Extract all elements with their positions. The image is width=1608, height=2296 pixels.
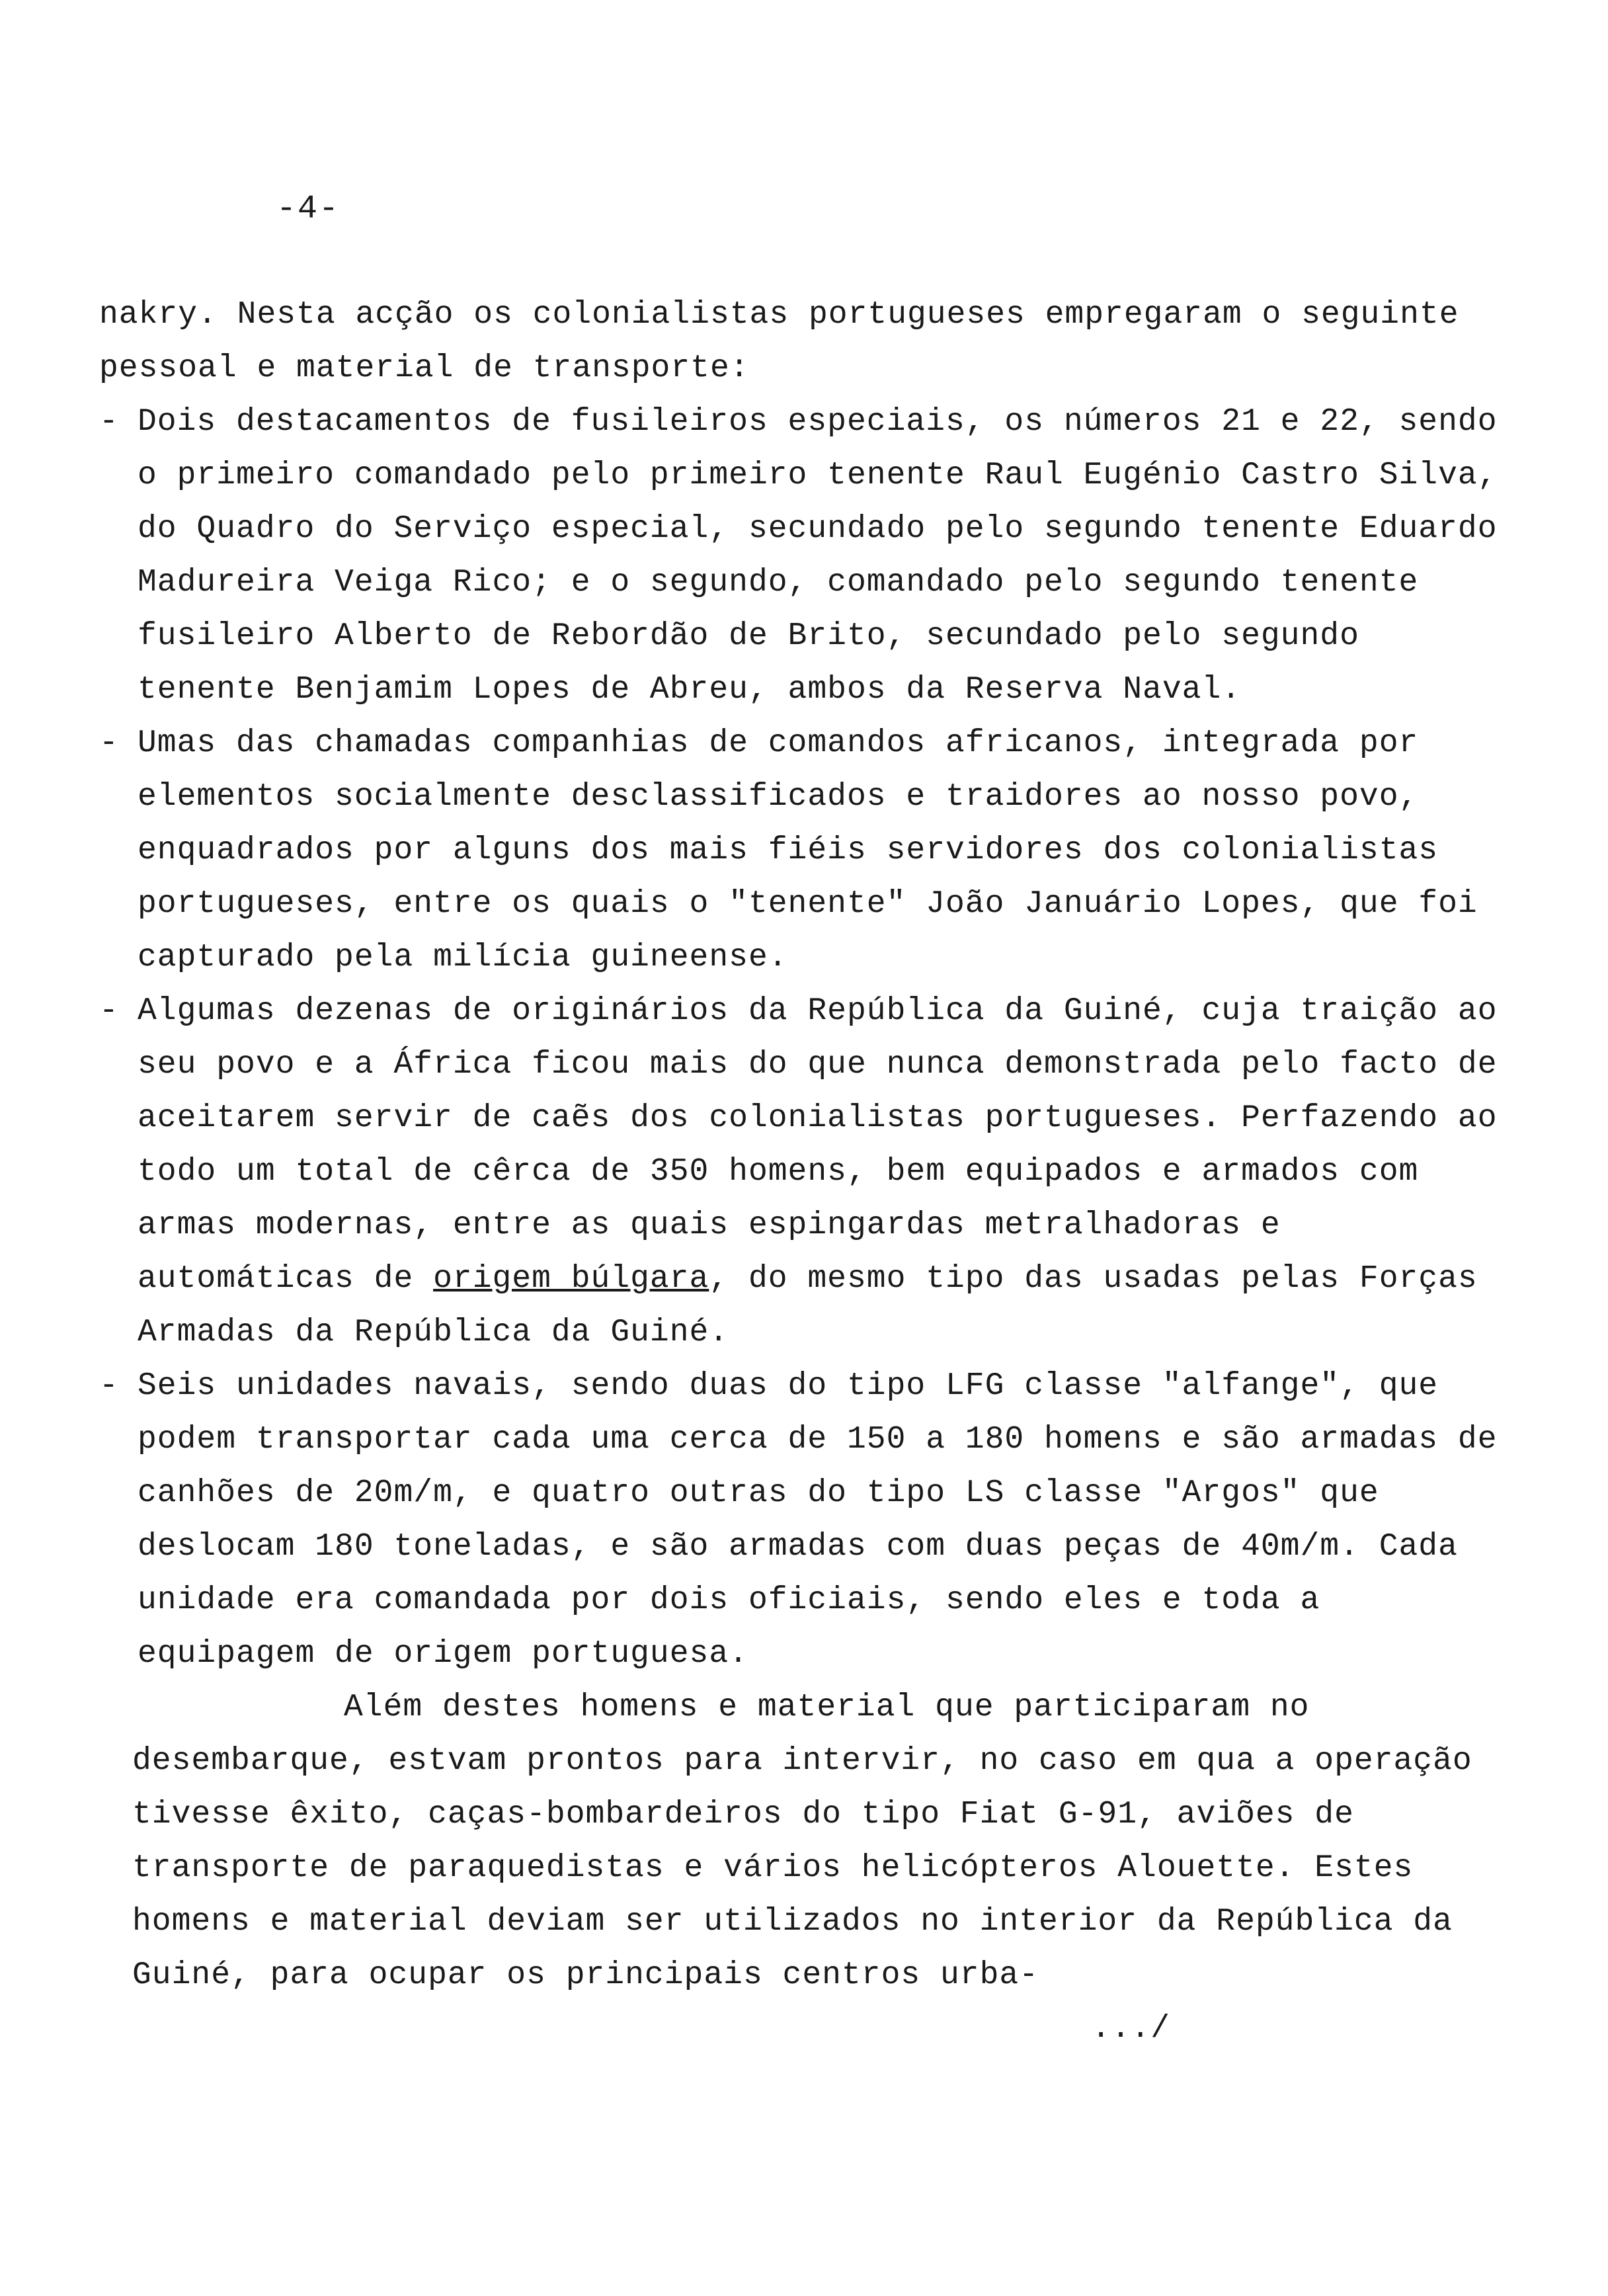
list-item — [99, 985, 1501, 1360]
list-item-text: Dois destacamentos de fusileiros especiais, os números 21 e 22, sendo o primeiro comandado pelo primeiro tenente Raul Eugénio Castro Silva, do Quadro do Serviço especial, secundado pelo segundo tenente Eduardo Madureira Veiga Rico; e o segundo, comandado pelo segundo tenente fusileiro Alberto de Rebordão de Brito, secundado pelo segundo tenente Benjamim Lopes de Abreu, ambos da Reserva Naval. — [138, 404, 1498, 708]
list-item — [99, 1360, 1501, 1681]
list-item-text — [138, 985, 1501, 1360]
list-item — [99, 717, 1501, 985]
page-number: -4- — [276, 190, 341, 228]
list-item-text-end: , do mesmo tipo das usadas pelas Forças Armadas da República da Guiné. — [138, 1261, 1478, 1350]
continuation-mark: .../ — [1091, 2011, 1170, 2047]
intro-paragraph: nakry. Nesta acção os colonialistas portugueses empregaram o seguinte pessoal e material de transporte: — [99, 297, 1459, 386]
list-dash: - — [99, 993, 119, 1029]
list-item — [99, 395, 1501, 717]
body-text — [99, 288, 1501, 2056]
list-item-text: Umas das chamadas companhias de comandos africanos, integrada por elementos socialmente desclassificados e traidores ao nosso povo, enquadrados por alguns dos mais fiéis servidores dos colonialistas portugueses, entre os quais o "tenente" João Januário Lopes, que foi capturado pela milícia guineense. — [138, 725, 1478, 975]
list-dash: - — [99, 725, 119, 761]
list-item-text: Seis unidades navais, sendo duas do tipo LFG classe "alfange", que podem transportar cada uma cerca de 150 a 180 homens e são armadas de canhões de 20m/m, e quatro outras do tipo LS classe "Argos" que deslocam 180 toneladas, e são armadas com duas peças de 40m/m. Cada unidade era comandada por dois oficiais, sendo eles e toda a equipagem de origem portuguesa. — [138, 1368, 1498, 1672]
list-item-text-start: Algumas dezenas de originários da República da Guiné, cuja traição ao seu povo e a África ficou mais do que nunca demonstrada pelo facto de aceitarem servir de caẽs dos colonialistas portugueses. Perfazendo ao todo um total de cêrca de 350 homens, bem equipados e armados com armas modernas, entre as quais espingardas metralhadoras e automáticas de — [138, 993, 1498, 1297]
closing-paragraph: Além destes homens e material que participaram no desembarque, estvam prontos para intervir, no caso em qua a operação tivesse êxito, caças-bombardeiros do tipo Fiat G-91, aviões de transporte de paraquedistas e vários helicópteros Alouette. Estes homens e material deviam ser utilizados no interior da República da Guiné, para ocupar os principais centros urba- — [132, 1690, 1472, 1993]
underlined-phrase: origem búlgara — [433, 1261, 709, 1297]
list-dash: - — [99, 404, 119, 440]
list-dash: - — [99, 1368, 119, 1404]
